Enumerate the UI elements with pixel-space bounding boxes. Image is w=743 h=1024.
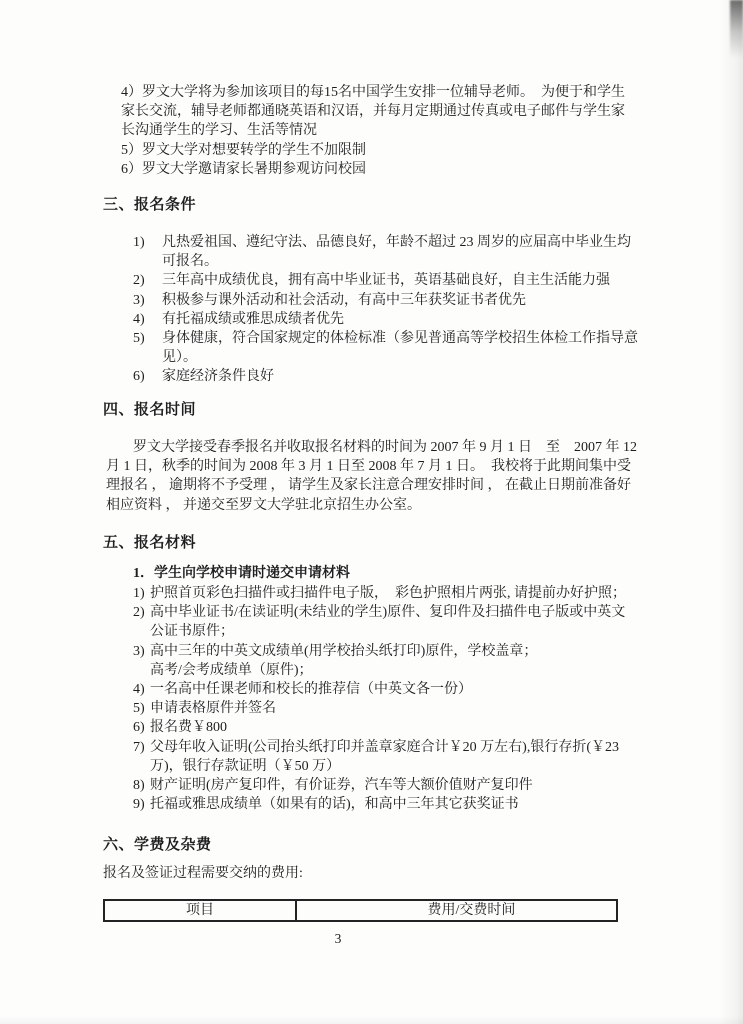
list-item-line: 见）。 bbox=[162, 350, 197, 366]
list-item bbox=[133, 738, 626, 776]
program-features-list bbox=[121, 83, 625, 179]
fees-intro-text: 报名及签证过程需要交纳的费用: bbox=[103, 866, 303, 881]
list-item bbox=[133, 271, 638, 290]
list-item bbox=[121, 141, 625, 160]
list-item-line: 三年高中成绩优良，拥有高中毕业证书，英语基础良好，自主生活能力强 bbox=[162, 273, 610, 289]
item-number: 7) bbox=[133, 739, 145, 755]
section-heading-fees: 六、学费及杂费 bbox=[103, 837, 212, 853]
paragraph-line: 月 1 日，秋季的时间为 2008 年 3 月 1 日至 2008 年 7 月 1 日。 我校将于此期间集中受 bbox=[106, 459, 631, 475]
list-item-line: 6）罗文大学邀请家长暑期参观访问校园 bbox=[121, 161, 366, 177]
list-item bbox=[133, 699, 626, 718]
list-item bbox=[133, 584, 626, 603]
list-item bbox=[133, 367, 638, 386]
item-number: 6) bbox=[133, 369, 145, 385]
list-item-line: 凡热爱祖国、遵纪守法、品德良好，年龄不超过 23 周岁的应届高中毕业生均 bbox=[162, 235, 631, 250]
list-item-line: 护照首页彩色扫描件或扫描件电子版， 彩色护照相片两张, 请提前办好护照； bbox=[150, 586, 626, 601]
schedule-paragraph bbox=[106, 438, 637, 515]
list-item bbox=[121, 83, 625, 141]
list-item-line: 4）罗文大学将为参加该项目的每15名中国学生安排一位辅导老师。 为便于和学生 bbox=[121, 85, 625, 100]
list-item-line: 高中毕业证书/在读证明(未结业的学生)原件、复印件及扫描件电子版或中英文 bbox=[150, 605, 626, 621]
list-item-line: 万)，银行存款证明（￥50 万） bbox=[150, 758, 341, 774]
item-number: 4) bbox=[133, 311, 145, 327]
list-item-line: 一名高中任课老师和校长的推荐信（中英文各一份） bbox=[150, 682, 472, 698]
list-item-line: 5）罗文大学对想要转学的学生不加限制 bbox=[121, 142, 366, 158]
list-item bbox=[133, 718, 626, 737]
list-item-line: 长沟通学生的学习、生活等情况 bbox=[121, 123, 317, 139]
list-item bbox=[133, 776, 626, 795]
list-item-line: 高考/会考成绩单（原件)； bbox=[150, 662, 313, 678]
list-item-line: 财产证明(房产复印件，有价证券，汽车等大额价值财产复印件 bbox=[150, 778, 533, 794]
section-heading-conditions: 三、报名条件 bbox=[103, 197, 197, 213]
item-number: 9) bbox=[133, 797, 145, 813]
list-item-line: 家庭经济条件良好 bbox=[162, 369, 274, 385]
list-item-line: 父母年收入证明(公司抬头纸打印并盖章家庭合计￥20 万左右),银行存折(￥23 bbox=[150, 739, 619, 755]
materials-subheading: 1．学生向学校申请时递交申请材料 bbox=[133, 566, 350, 581]
list-item-line: 报名费￥800 bbox=[150, 720, 227, 736]
list-item bbox=[133, 603, 626, 641]
section-heading-schedule: 四、报名时间 bbox=[103, 402, 197, 418]
list-item bbox=[133, 310, 638, 329]
fees-table-header-fee-time: 费用/交费时间 bbox=[427, 902, 516, 918]
conditions-list bbox=[133, 233, 638, 387]
item-number: 3) bbox=[133, 643, 145, 659]
list-item-line: 身体健康，符合国家规定的体检标准（参见普通高等学校招生体检工作指导意 bbox=[162, 331, 638, 347]
item-number: 2) bbox=[133, 273, 145, 289]
paragraph-line: 罗文大学接受春季报名并收取报名材料的时间为 2007 年 9 月 1 日 至 2007 年 12 bbox=[133, 440, 637, 455]
list-item-line: 家长交流，辅导老师都通晓英语和汉语，并每月定期通过传真或电子邮件与学生家 bbox=[121, 104, 625, 120]
item-number: 1) bbox=[133, 586, 145, 601]
list-item-line: 申请表格原件并签名 bbox=[150, 701, 276, 717]
list-item-line: 高中三年的中英文成绩单(用学校抬头纸打印)原件，学校盖章； bbox=[150, 643, 538, 659]
item-number: 3) bbox=[133, 292, 145, 308]
item-number: 5) bbox=[133, 331, 145, 347]
scan-edge-shadow bbox=[719, 0, 743, 1024]
list-item bbox=[133, 642, 626, 680]
materials-list bbox=[133, 584, 626, 814]
item-number: 4) bbox=[133, 682, 145, 698]
paragraph-line: 理报名 ， 逾期将不予受理 ， 请学生及家长注意合理安排时间 ， 在截止日期前准备好 bbox=[106, 478, 631, 494]
list-item-line: 积极参与课外活动和社会活动，有高中三年获奖证书者优先 bbox=[162, 292, 526, 308]
paragraph-line: 相应资料 ， 并递交至罗文大学驻北京招生办公室。 bbox=[106, 497, 421, 513]
item-number: 5) bbox=[133, 701, 145, 717]
item-number: 1) bbox=[133, 235, 145, 250]
section-heading-materials: 五、报名材料 bbox=[103, 535, 197, 551]
page-number: 3 bbox=[334, 931, 342, 946]
list-item bbox=[133, 795, 626, 814]
item-number: 2) bbox=[133, 605, 145, 621]
list-item bbox=[133, 233, 638, 271]
fees-table-header-item: 项目 bbox=[105, 901, 297, 920]
list-item-line: 可报名。 bbox=[162, 254, 218, 270]
list-item bbox=[133, 329, 638, 367]
list-item bbox=[133, 680, 626, 699]
list-item-line: 有托福成绩或雅思成绩者优先 bbox=[162, 311, 344, 327]
fees-table bbox=[103, 899, 618, 922]
item-number: 8) bbox=[133, 778, 145, 794]
list-item bbox=[133, 291, 638, 310]
list-item-line: 公证书原件； bbox=[150, 624, 234, 640]
list-item bbox=[121, 160, 625, 179]
item-number: 6) bbox=[133, 720, 145, 736]
scan-bottom-shadow bbox=[0, 1016, 743, 1024]
list-item-line: 托福或雅思成绩单（如果有的话)，和高中三年其它获奖证书 bbox=[150, 797, 519, 813]
